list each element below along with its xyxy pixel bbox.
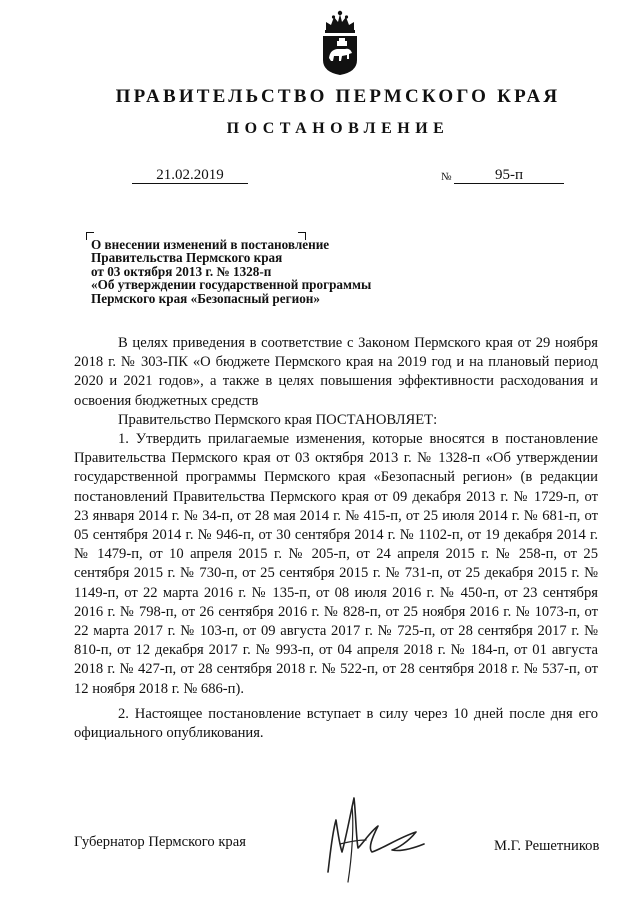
government-title: ПРАВИТЕЛЬСТВО ПЕРМСКОГО КРАЯ (115, 86, 561, 107)
subject-line: О внесении изменений в постановление (91, 237, 330, 252)
preamble-paragraph: В целях приведения в соответствие с Законом Пермского края от 29 ноября 2018 г. № 303-ПК «О бюджете Пермского края на 2019 год и на плановый период 2020 и 2021 годов», а также в целях повышения эффективности расходования и освоения бюджетных средств (74, 335, 598, 409)
signer-name: М.Г. Решетников (494, 838, 600, 854)
subject-line: Пермского края «Безопасный регион» (91, 290, 320, 306)
document-number: 95-п (454, 167, 564, 184)
resolves-paragraph: Правительство Пермского края ПОСТАНОВЛЯЕТ: (118, 411, 438, 428)
document-number-label: № (441, 171, 452, 183)
document-body (74, 334, 598, 743)
subject-line: от 03 октября 2013 г. № 1328-п (91, 263, 272, 279)
document-subject (91, 238, 451, 305)
document-type-title: ПОСТАНОВЛЕНИЕ (226, 120, 450, 137)
subject-line: Правительства Пермского края (91, 250, 283, 266)
coat-of-arms-icon (318, 8, 362, 76)
signer-position: Губернатор Пермского края (74, 834, 246, 850)
item-1-paragraph: 1. Утвердить прилагаемые изменения, которые вносятся в постановление Правительства Пермского края от 03 октября 2013 г. № 1328-п «Об утверждении государственной программы Пермского края «Безопасный регион» (в редакции постановлений Правительства Пермского края от 09 декабря 2013 г. № 1729-п, от 23 января 2014 г. № 34-п, от 28 мая 2014 г. № 415-п, от 25 июля 2014 г. № 681-п, от 05 сентября 2014 г. № 946-п, от 30 сентября 2014 г. № 1102-п, от 19 декабря 2014 г. № 1479-п, от 10 апреля 2015 г. № 205-п, от 24 апреля 2015 г. № 258-п, от 25 сентября 2015 г. № 730-п, от 25 сентября 2015 г. № 731-п, от 25 декабря 2015 г. № 1149-п, от 22 марта 2016 г. № 135-п, от 08 июля 2016 г. № 450-п, от 23 сентября 2016 г. № 798-п, от 26 сентября 2016 г. № 828-п, от 25 ноября 2016 г. № 1073-п, от 22 марта 2017 г. № 103-п, от 09 августа 2017 г. № 725-п, от 28 сентября 2017 г. № 810-п, от 12 декабря 2017 г. № 993-п, от 04 апреля 2018 г. № 184-п, от 01 августа 2018 г. № 427-п, от 28 сентября 2018 г. № 522-п, от 28 сентября 2018 г. № 537-п, от 12 ноября 2018 г. № 686-п). (74, 431, 598, 697)
item-2-paragraph: 2. Настоящее постановление вступает в силу через 10 дней после дня его официального опубликования. (74, 705, 598, 742)
document-date: 21.02.2019 (132, 167, 248, 184)
handwritten-signature-icon (312, 786, 428, 886)
subject-line: «Об утверждении государственной программы (91, 277, 372, 293)
